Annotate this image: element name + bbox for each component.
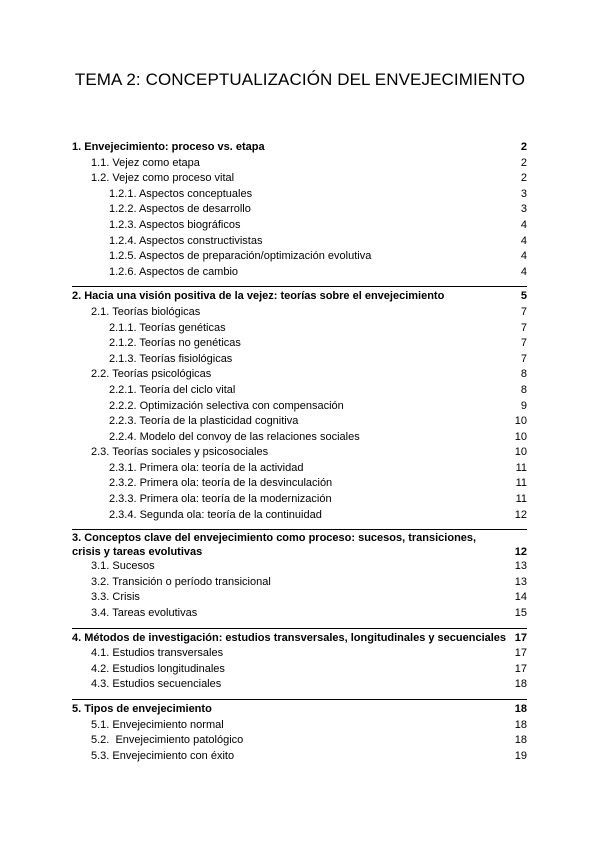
toc-label: 2.3.2. Primera ola: teoría de la desvinculación bbox=[109, 477, 333, 490]
toc-page: 9 bbox=[520, 399, 527, 412]
toc-page: 4 bbox=[520, 265, 527, 278]
toc-entry bbox=[72, 461, 527, 477]
toc-section-5 bbox=[72, 699, 527, 718]
toc-section-2 bbox=[72, 286, 527, 305]
toc-label: 1.2.6. Aspectos de cambio bbox=[109, 265, 239, 278]
toc-page: 7 bbox=[520, 321, 527, 334]
toc-label: 5.1. Envejecimiento normal bbox=[91, 718, 224, 731]
toc-entry bbox=[72, 305, 527, 321]
toc-page: 10 bbox=[514, 430, 527, 443]
toc-label: 2.2.2. Optimización selectiva con compensación bbox=[109, 399, 344, 412]
toc-entry bbox=[72, 171, 527, 187]
toc-page: 4 bbox=[520, 234, 527, 247]
toc-page: 12 bbox=[514, 508, 527, 521]
toc-label: 1.2.1. Aspectos conceptuales bbox=[109, 187, 253, 200]
toc-label: 3. Conceptos clave del envejecimiento como proceso: sucesos, transiciones, crisis y tareas evolutivas bbox=[72, 532, 477, 558]
toc-label: 4.1. Estudios transversales bbox=[91, 647, 224, 660]
toc-page: 17 bbox=[514, 631, 527, 644]
toc-entry bbox=[72, 265, 527, 281]
toc-label: 3.4. Tareas evolutivas bbox=[91, 607, 198, 620]
toc-entry bbox=[72, 249, 527, 265]
toc-page: 11 bbox=[515, 477, 527, 490]
toc-entry bbox=[72, 733, 527, 749]
toc-page: 13 bbox=[514, 575, 527, 588]
toc-entry bbox=[72, 430, 527, 446]
toc-page: 19 bbox=[514, 749, 527, 762]
toc-entry bbox=[72, 492, 527, 508]
toc-label: 2.2.1. Teoría del ciclo vital bbox=[109, 383, 236, 396]
toc-label: 2.3. Teorías sociales y psicosociales bbox=[91, 446, 269, 459]
toc-page: 4 bbox=[520, 218, 527, 231]
toc-entry bbox=[72, 321, 527, 337]
toc-label: 1.1. Vejez como etapa bbox=[91, 156, 200, 169]
toc-label: 1.2.2. Aspectos de desarrollo bbox=[109, 203, 251, 216]
toc-label: 3.3. Crisis bbox=[91, 591, 140, 604]
toc-page: 11 bbox=[515, 461, 527, 474]
toc-entry bbox=[72, 476, 527, 492]
toc-label: 2.3.1. Primera ola: teoría de la actividad bbox=[109, 461, 304, 474]
toc-page: 7 bbox=[520, 337, 527, 350]
toc-label: 3.2. Transición o período transicional bbox=[91, 575, 271, 588]
toc-label: 5.3. Envejecimiento con éxito bbox=[91, 749, 235, 762]
toc-label: 5.2. Envejecimiento patológico bbox=[91, 734, 244, 747]
toc-entry bbox=[72, 662, 527, 678]
toc-page: 2 bbox=[520, 156, 527, 169]
toc-entry bbox=[72, 352, 527, 368]
toc-page: 11 bbox=[515, 493, 527, 506]
toc-section-4 bbox=[72, 628, 527, 647]
toc-page: 2 bbox=[520, 141, 527, 153]
toc-page: 10 bbox=[514, 415, 527, 428]
toc-label: 4.2. Estudios longitudinales bbox=[91, 662, 225, 675]
toc-label: 1.2. Vejez como proceso vital bbox=[91, 172, 235, 185]
toc-page: 4 bbox=[520, 250, 527, 263]
toc-label: 2.3.4. Segunda ola: teoría de la continuidad bbox=[109, 508, 322, 521]
toc-page: 14 bbox=[514, 591, 527, 604]
toc-entry bbox=[72, 218, 527, 234]
toc-section-1 bbox=[72, 140, 527, 156]
toc-label: 4.3. Estudios secuenciales bbox=[91, 678, 222, 691]
toc-label: 1.2.4. Aspectos constructivistas bbox=[109, 234, 263, 247]
toc-page: 17 bbox=[514, 662, 527, 675]
toc-entry bbox=[72, 383, 527, 399]
toc-page: 15 bbox=[514, 607, 527, 620]
toc-page: 2 bbox=[520, 172, 527, 185]
toc-page: 8 bbox=[520, 383, 527, 396]
toc-entry bbox=[72, 646, 527, 662]
toc-entry bbox=[72, 508, 527, 524]
toc-label: 4. Métodos de investigación: estudios transversales, longitudinales y secuenciales bbox=[72, 631, 507, 644]
toc-label: 2.1.2. Teorías no genéticas bbox=[109, 337, 241, 350]
toc-entry bbox=[72, 445, 527, 461]
toc-page: 12 bbox=[514, 545, 527, 558]
table-of-contents bbox=[72, 140, 527, 764]
toc-label: 2.2.4. Modelo del convoy de las relaciones sociales bbox=[109, 430, 360, 443]
toc-page: 10 bbox=[514, 446, 527, 459]
toc-page: 5 bbox=[520, 290, 527, 303]
toc-entry bbox=[72, 367, 527, 383]
toc-label: 2. Hacia una visión positiva de la vejez: teorías sobre el envejecimiento bbox=[72, 290, 445, 303]
toc-page: 3 bbox=[520, 187, 527, 200]
toc-entry bbox=[72, 559, 527, 575]
toc-entry bbox=[72, 156, 527, 172]
toc-page: 13 bbox=[514, 560, 527, 573]
toc-page: 7 bbox=[520, 352, 527, 365]
toc-page: 18 bbox=[514, 718, 527, 731]
toc-label: 2.1. Teorías biológicas bbox=[91, 305, 201, 318]
toc-label: 2.3.3. Primera ola: teoría de la modernización bbox=[109, 493, 332, 506]
toc-entry bbox=[72, 606, 527, 622]
toc-entry bbox=[72, 399, 527, 415]
toc-entry bbox=[72, 234, 527, 250]
toc-page: 8 bbox=[520, 368, 527, 381]
toc-entry bbox=[72, 590, 527, 606]
toc-page: 18 bbox=[514, 703, 527, 715]
toc-entry bbox=[72, 718, 527, 734]
toc-label: 5. Tipos de envejecimiento bbox=[72, 703, 212, 715]
toc-page: 18 bbox=[514, 678, 527, 691]
toc-label: 1. Envejecimiento: proceso vs. etapa bbox=[72, 141, 265, 153]
toc-entry bbox=[72, 749, 527, 765]
toc-label: 1.2.5. Aspectos de preparación/optimización evolutiva bbox=[109, 250, 372, 263]
toc-page: 3 bbox=[520, 203, 527, 216]
toc-label: 2.2.3. Teoría de la plasticidad cognitiva bbox=[109, 415, 299, 428]
toc-entry bbox=[72, 414, 527, 430]
toc-page: 7 bbox=[520, 305, 527, 318]
toc-entry bbox=[72, 336, 527, 352]
toc-section-3 bbox=[72, 529, 527, 559]
toc-label: 2.1.3. Teorías fisiológicas bbox=[109, 352, 233, 365]
toc-page: 18 bbox=[514, 734, 527, 747]
toc-page: 17 bbox=[514, 647, 527, 660]
toc-entry bbox=[72, 575, 527, 591]
toc-label: 2.1.1. Teorías genéticas bbox=[109, 321, 226, 334]
toc-entry bbox=[72, 677, 527, 693]
toc-entry bbox=[72, 202, 527, 218]
toc-entry bbox=[72, 187, 527, 203]
toc-label: 2.2. Teorías psicológicas bbox=[91, 368, 212, 381]
page-title: TEMA 2: CONCEPTUALIZACIÓN DEL ENVEJECIMIENTO bbox=[74, 70, 526, 89]
toc-label: 1.2.3. Aspectos biográficos bbox=[109, 218, 241, 231]
toc-label: 3.1. Sucesos bbox=[91, 560, 155, 573]
